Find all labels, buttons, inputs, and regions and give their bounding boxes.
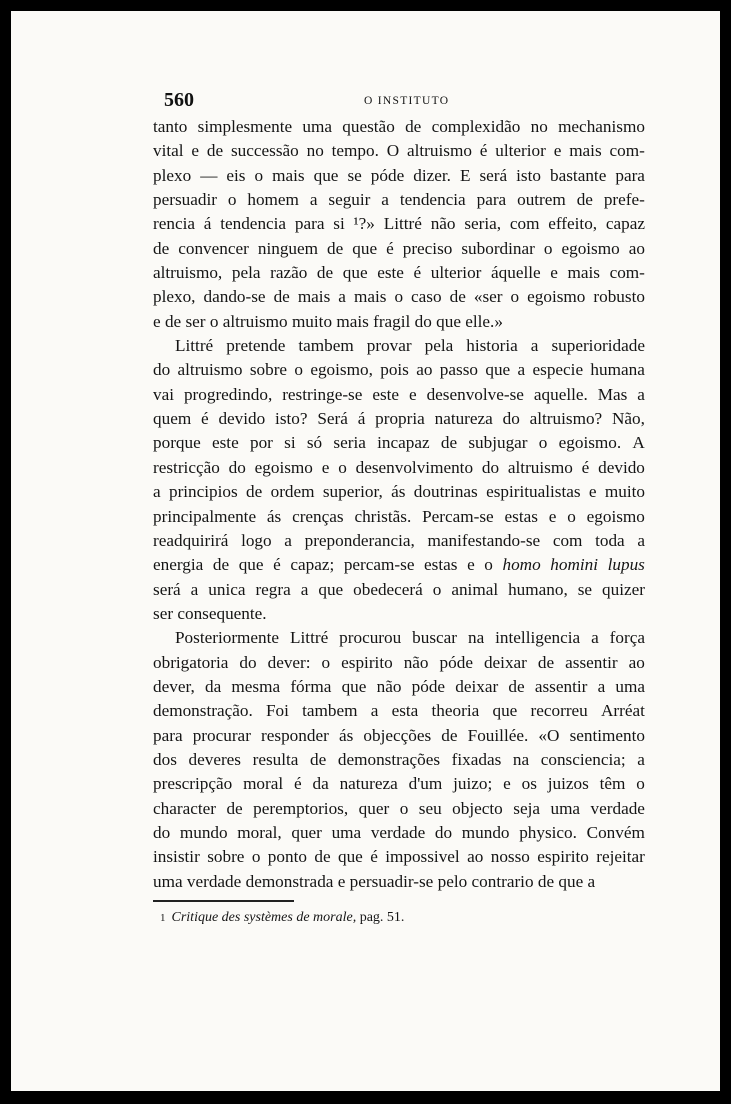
text-line: vai progredindo, restringe-se este e desenvolve-se aquelle. Mas a: [153, 384, 645, 404]
text-line: plexo — eis o mais que se póde dizer. E será isto bastante para: [153, 165, 645, 185]
text-line: porque este por si só seria incapaz de subjugar o egoismo. A: [153, 433, 645, 453]
text-line: dos deveres resulta de demonstrações fixadas na consciencia; a: [153, 749, 645, 769]
footnote-rest: pag. 51.: [356, 910, 405, 925]
text-line: vital e de successão no tempo. O altruismo é ulterior e mais com-: [153, 141, 645, 161]
text-line: Posteriormente Littré procurou buscar na intelligencia a força: [175, 628, 645, 648]
running-title: O INSTITUTO: [364, 95, 450, 107]
text-line: para procurar responder ás objecções de Fouillée. «O sentimento: [153, 725, 645, 745]
page-number: 560: [164, 89, 194, 111]
text-line: será a unica regra a que obedecerá o animal humano, se quizer: [153, 579, 645, 599]
text-line: dever, da mesma fórma que não póde deixar de assentir a uma: [153, 676, 645, 696]
text-line: principalmente ás crenças christãs. Percam-se estas e o egoismo: [153, 506, 645, 526]
text-line: do altruismo sobre o egoismo, pois ao passo que a especie humana: [153, 360, 645, 380]
text-line: do mundo moral, quer uma verdade do mundo physico. Convém: [153, 822, 645, 842]
footnote-marker: 1: [160, 912, 166, 924]
paragraph: [153, 626, 645, 894]
text-line: rencia á tendencia para si ¹?» Littré não seria, com effeito, capaz: [153, 214, 645, 234]
text-line: persuadir o homem a seguir a tendencia para outrem de prefe-: [153, 190, 645, 210]
text-line: uma verdade demonstrada e persuadir-se pelo contrario de que a: [153, 871, 596, 891]
text-line: plexo, dando-se de mais a mais o caso de «ser o egoismo robusto: [153, 287, 645, 307]
text-line: energia de que é capaz; percam-se estas e o homo homini lupus: [153, 555, 645, 575]
paragraph: [153, 334, 645, 626]
text-line: quem é devido isto? Será á propria natureza do altruismo? Não,: [153, 409, 645, 429]
text-line: tanto simplesmente uma questão de complexidão no mechanismo: [153, 117, 645, 136]
text-line: character de peremptorios, quer o seu objecto seja uma verdade: [153, 798, 645, 818]
body-text: [153, 115, 645, 894]
text-line: obrigatoria do dever: o espirito não póde deixar de assentir ao: [153, 652, 645, 672]
footnote: [160, 910, 404, 926]
text-line: Littré pretende tambem provar pela historia a superioridade: [175, 336, 645, 356]
text-line: ser consequente.: [153, 603, 267, 623]
text-line: altruismo, pela razão de que este é ulterior áquelle e mais com-: [153, 263, 645, 283]
text-line: de convencer ninguem de que é preciso subordinar o egoismo ao: [153, 238, 645, 258]
text-line: restricção do egoismo e o desenvolvimento do altruismo é devido: [153, 457, 645, 477]
text-line: insistir sobre o ponto de que é impossivel ao nosso espirito rejeitar: [153, 847, 645, 867]
text-line: prescripção moral é da natureza d'um juizo; e os juizos têm o: [153, 774, 645, 794]
footnote-rule: [153, 900, 294, 902]
text-line: readquirirá logo a preponderancia, manifestando-se com toda a: [153, 530, 645, 550]
text-line: demonstração. Foi tambem a esta theoria que recorreu Arréat: [153, 701, 645, 721]
text-line: e de ser o altruismo muito mais fragil do que elle.»: [153, 311, 503, 331]
paragraph: [153, 115, 645, 334]
footnote-title: Critique des systèmes de morale,: [171, 910, 357, 925]
text-line: a principios de ordem superior, ás doutrinas espiritualistas e muito: [153, 482, 645, 502]
